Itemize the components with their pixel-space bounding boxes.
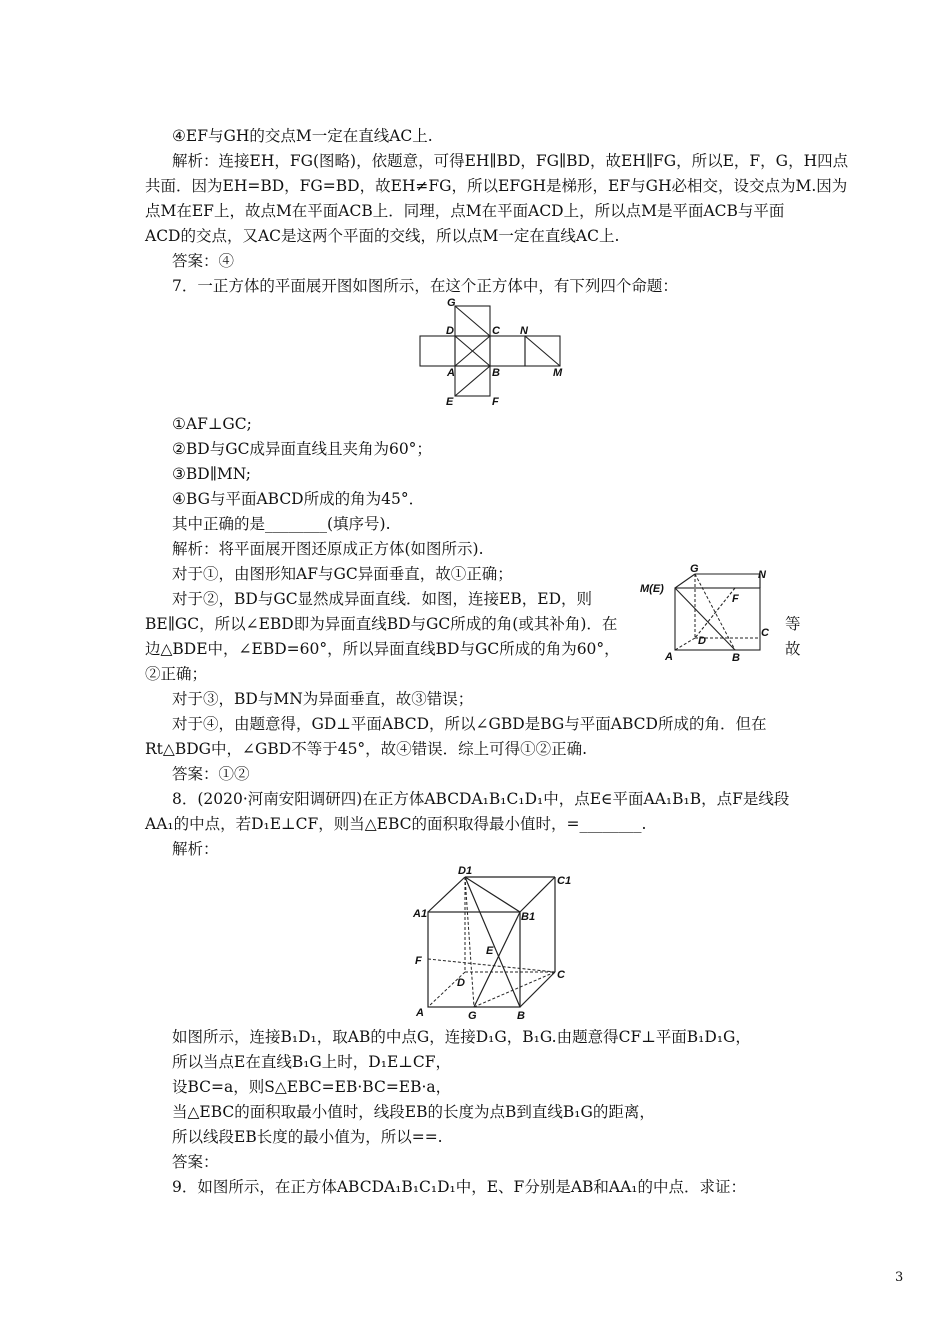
cube2-label: D1 <box>458 865 473 877</box>
text-line: 如图所示，连接B₁D₁，取AB的中点G，连接D₁G，B₁G.由题意得CF⊥平面B₁D₁G， <box>172 1028 751 1046</box>
cube2-label: E <box>486 945 494 957</box>
cube1-label: F <box>732 593 739 605</box>
text-line: Rt△BDG中，∠GBD不等于45°，故④错误．综上可得①②正确. <box>145 740 588 758</box>
cube2-label: A1 <box>413 908 428 920</box>
prop-2: ②BD与GC成异面直线且夹角为60°； <box>172 440 432 458</box>
text-line: ACD的交点，又AC是这两个平面的交线，所以点M一定在直线AC上. <box>145 227 620 245</box>
text-line: 其中正确的是________(填序号). <box>172 515 391 533</box>
text-line: 所以当点E在直线B₁G上时，D₁E⊥CF， <box>172 1053 451 1071</box>
cube-net-figure <box>415 296 575 408</box>
net-label: N <box>520 325 528 337</box>
net-label: D <box>446 325 454 337</box>
answer-line: 答案：④ <box>172 252 235 270</box>
cube2-label: G <box>468 1010 477 1022</box>
net-label: A <box>447 367 455 379</box>
text-line: 对于①，由图形知AF与GC异面垂直，故①正确； <box>172 565 513 583</box>
side-text: 等 <box>785 615 801 633</box>
text-line: 点M在EF上，故点M在平面ACB上．同理，点M在平面ACD上，所以点M是平面ACB与平面 <box>145 202 785 220</box>
text-line: ④EF与GH的交点M一定在直线AC上. <box>172 127 433 145</box>
text-line: 所以线段EB长度的最小值为，所以==. <box>172 1128 443 1146</box>
text-line: 对于③，BD与MN为异面垂直，故③错误； <box>172 690 474 708</box>
text-line: 对于④，由题意得，GD⊥平面ABCD，所以∠GBD是BG与平面ABCD所成的角．但在 <box>172 715 767 733</box>
cube2-label: A <box>416 1007 424 1019</box>
cube1-label: G <box>690 563 699 575</box>
answer-line: 答案： <box>172 1153 219 1171</box>
prop-1: ①AF⊥GC; <box>172 415 252 433</box>
net-label: M <box>553 367 563 379</box>
net-label: F <box>492 396 499 408</box>
cube-figure-2 <box>410 862 580 1024</box>
side-text: 故 <box>785 640 801 658</box>
text-line: 解析：连接EH，FG(图略)，依题意，可得EH∥BD，FG∥BD，故EH∥FG，所以E，F，G，H四点 <box>172 152 849 170</box>
text-line: 边△BDE中，∠EBD=60°，所以异面直线BD与GC所成的角为60°， <box>145 640 620 658</box>
cube1-label: M(E) <box>640 583 664 595</box>
cube1-label: D <box>698 635 706 647</box>
cube-figure-1 <box>640 562 770 664</box>
prop-4: ④BG与平面ABCD所成的角为45°． <box>172 490 425 508</box>
cube2-label: C1 <box>557 875 572 887</box>
text-line: 解析： <box>172 840 219 858</box>
net-label: E <box>446 396 454 408</box>
text-line: BE∥GC，所以∠EBD即为异面直线BD与GC所成的角(或其补角)．在 <box>145 615 618 633</box>
text-line: 解析：将平面展开图还原成正方体(如图所示). <box>172 540 484 558</box>
prop-3: ③BD∥MN; <box>172 465 251 483</box>
net-label: B <box>492 367 500 379</box>
cube2-label: C <box>557 969 565 981</box>
text-line: ②正确； <box>145 665 208 683</box>
cube1-label: A <box>665 651 673 663</box>
question-9: 9．如图所示，在正方体ABCDA₁B₁C₁D₁中，E、F分别是AB和AA₁的中点．求证： <box>172 1178 747 1196</box>
text-line: 对于②，BD与GC显然成异面直线．如图，连接EB，ED，则 <box>172 590 593 608</box>
answer-line: 答案：①② <box>172 765 250 783</box>
text-line: AA₁的中点，若D₁E⊥CF，则当△EBC的面积取得最小值时，=________. <box>145 815 647 833</box>
cube1-label: C <box>761 627 769 639</box>
net-label: G <box>447 297 456 309</box>
cube1-label: B <box>732 652 740 664</box>
question-7: 7．一正方体的平面展开图如图所示，在这个正方体中，有下列四个命题： <box>172 277 678 295</box>
text-line: 当△EBC的面积取最小值时，线段EB的长度为点B到直线B₁G的距离， <box>172 1103 655 1121</box>
cube1-label: N <box>758 569 766 581</box>
cube2-label: D <box>457 977 465 989</box>
cube2-label: B1 <box>521 911 536 923</box>
text-line: 共面．因为EH=BD，FG=BD，故EH≠FG，所以EFGH是梯形，EF与GH必相交，设交点为M.因为 <box>145 177 848 195</box>
net-label: C <box>492 325 500 337</box>
cube2-label: B <box>517 1010 525 1022</box>
page-number: 3 <box>895 1270 904 1285</box>
question-8: 8．(2020·河南安阳调研四)在正方体ABCDA₁B₁C₁D₁中，点E∈平面AA₁B₁B，点F是线段 <box>172 790 790 808</box>
text-line: 设BC=a，则S△EBC=EB·BC=EB·a， <box>172 1078 452 1096</box>
cube2-label: F <box>415 955 422 967</box>
